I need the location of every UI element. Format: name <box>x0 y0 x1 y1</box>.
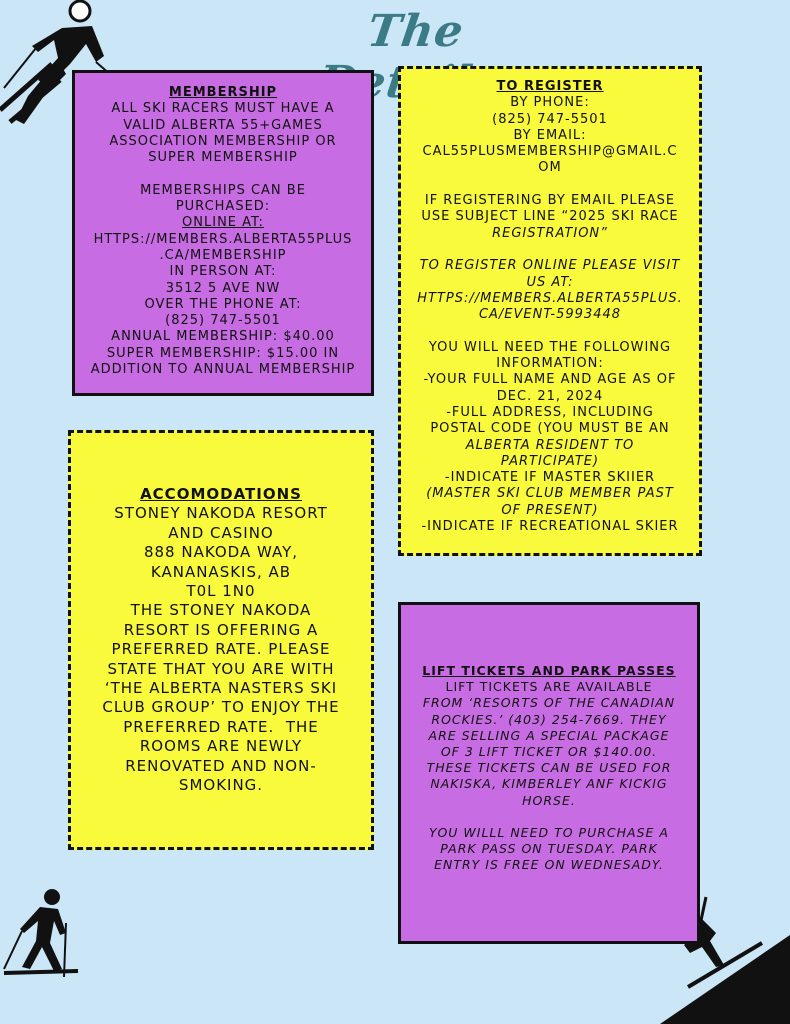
accommodations-address: T0L 1N0 <box>186 582 256 601</box>
accommodations-line: RENOVATED AND NON- <box>125 756 317 775</box>
register-line: -INDICATE IF RECREATIONAL SKIER <box>421 519 679 535</box>
register-line: OF PRESENT) <box>501 502 599 518</box>
accommodations-address: KANANASKIS, AB <box>150 562 292 581</box>
register-line: -FULL ADDRESS, INCLUDING <box>446 404 654 420</box>
membership-url: .CA/MEMBERSHIP <box>159 247 287 263</box>
lift-line: NAKISKA, KIMBERLEY ANF KICKIG <box>430 776 668 792</box>
lift-line: PARK PASS ON TUESDAY. PARK <box>440 841 658 857</box>
lift-line: OF 3 LIFT TICKET OR $140.00. <box>440 744 658 760</box>
membership-address: 3512 5 AVE NW <box>165 280 281 296</box>
register-email: CAL55PLUSMEMBERSHIP@GMAIL.C <box>422 144 678 160</box>
accommodations-line: STATE THAT YOU ARE WITH <box>107 659 335 678</box>
register-line: DEC. 21, 2024 <box>496 388 604 404</box>
membership-line: ALL SKI RACERS MUST HAVE A <box>111 101 335 117</box>
register-line <box>409 177 691 193</box>
lift-line: ARE SELLING A SPECIAL PACKAGE <box>428 727 670 743</box>
page-title: The <box>364 6 468 57</box>
register-url: CA/EVENT-5993448 <box>478 307 622 323</box>
accommodations-line: AND CASINO <box>168 523 274 542</box>
register-line <box>409 323 691 339</box>
register-line: REGISTRATION” <box>492 225 608 241</box>
membership-online-label: ONLINE AT: <box>182 215 264 231</box>
membership-line: OVER THE PHONE AT: <box>144 296 302 312</box>
lift-heading: LIFT TICKETS AND PARK PASSES <box>422 663 676 678</box>
register-line: BY PHONE: <box>510 95 590 111</box>
membership-heading: MEMBERSHIP <box>168 85 278 100</box>
register-line: IF REGISTERING BY EMAIL PLEASE <box>424 193 676 209</box>
membership-box <box>72 70 374 396</box>
accommodations-line: ‘THE ALBERTA NASTERS SKI <box>104 679 338 698</box>
accommodations-line: PREFERRED RATE. PLEASE <box>111 640 331 659</box>
accommodations-line: PREFERRED RATE. THE <box>123 717 319 736</box>
accommodations-line: CLUB GROUP’ TO ENJOY THE <box>102 698 340 717</box>
register-line: US AT: <box>526 274 574 290</box>
register-heading: TO REGISTER <box>496 79 604 94</box>
register-line: -INDICATE IF MASTER SKIIER <box>444 470 656 486</box>
membership-line: IN PERSON AT: <box>169 264 277 280</box>
membership-line: SUPER MEMBERSHIP <box>148 150 298 166</box>
membership-line: MEMBERSHIPS CAN BE <box>140 182 306 198</box>
accommodations-line: SMOKING. <box>178 776 264 795</box>
register-line: YOU WILL NEED THE FOLLOWING <box>428 339 672 355</box>
membership-phone: (825) 747-5501 <box>165 313 281 329</box>
membership-url: HTTPS://MEMBERS.ALBERTA55PLUS <box>93 231 353 247</box>
register-line: POSTAL CODE (YOU MUST BE AN <box>430 421 670 437</box>
accommodations-address: 888 NAKODA WAY, <box>143 543 299 562</box>
lift-line: ENTRY IS FREE ON WEDNESADY. <box>434 857 664 873</box>
lift-line: FROM ‘RESORTS OF THE CANADIAN <box>422 695 676 711</box>
membership-line: VALID ALBERTA 55+GAMES <box>123 117 323 133</box>
membership-line: ADDITION TO ANNUAL MEMBERSHIP <box>90 362 356 378</box>
lift-line <box>409 809 689 825</box>
membership-price: SUPER MEMBERSHIP: $15.00 IN <box>106 345 340 361</box>
lift-line: HORSE. <box>522 792 576 808</box>
register-line <box>409 242 691 258</box>
register-line: ALBERTA RESIDENT TO <box>465 437 635 453</box>
membership-line: PURCHASED: <box>175 199 271 215</box>
register-url: HTTPS://MEMBERS.ALBERTA55PLUS. <box>417 290 683 306</box>
accommodations-line: STONEY NAKODA RESORT <box>114 504 328 523</box>
register-line: INFORMATION: <box>496 356 604 372</box>
register-line: USE SUBJECT LINE “2025 SKI RACE <box>421 209 679 225</box>
accommodations-line: ROOMS ARE NEWLY <box>139 737 303 756</box>
register-line: (MASTER SKI CLUB MEMBER PAST <box>426 486 674 502</box>
accommodations-box <box>68 430 374 850</box>
lift-line: ROCKIES.’ (403) 254-7669. THEY <box>431 711 667 727</box>
register-line: -YOUR FULL NAME AND AGE AS OF <box>423 372 677 388</box>
accommodations-line: THE STONEY NAKODA <box>130 601 312 620</box>
membership-line <box>83 166 363 182</box>
register-email: OM <box>538 160 562 176</box>
lift-tickets-box <box>398 602 700 944</box>
register-phone: (825) 747-5501 <box>492 111 608 127</box>
register-box <box>398 66 702 556</box>
accommodations-heading: ACCOMODATIONS <box>140 485 302 503</box>
skier-crosscountry-icon <box>0 885 90 980</box>
register-line: PARTICIPATE) <box>500 453 600 469</box>
lift-line: YOU WILLL NEED TO PURCHASE A <box>429 825 669 841</box>
lift-line: LIFT TICKETS ARE AVAILABLE <box>445 679 653 695</box>
lift-line: THESE TICKETS CAN BE USED FOR <box>426 760 672 776</box>
membership-line: ASSOCIATION MEMBERSHIP OR <box>109 133 337 149</box>
membership-price: ANNUAL MEMBERSHIP: $40.00 <box>111 329 335 345</box>
register-line: BY EMAIL: <box>513 127 587 143</box>
accommodations-line: RESORT IS OFFERING A <box>123 620 319 639</box>
register-line: TO REGISTER ONLINE PLEASE VISIT <box>419 258 681 274</box>
